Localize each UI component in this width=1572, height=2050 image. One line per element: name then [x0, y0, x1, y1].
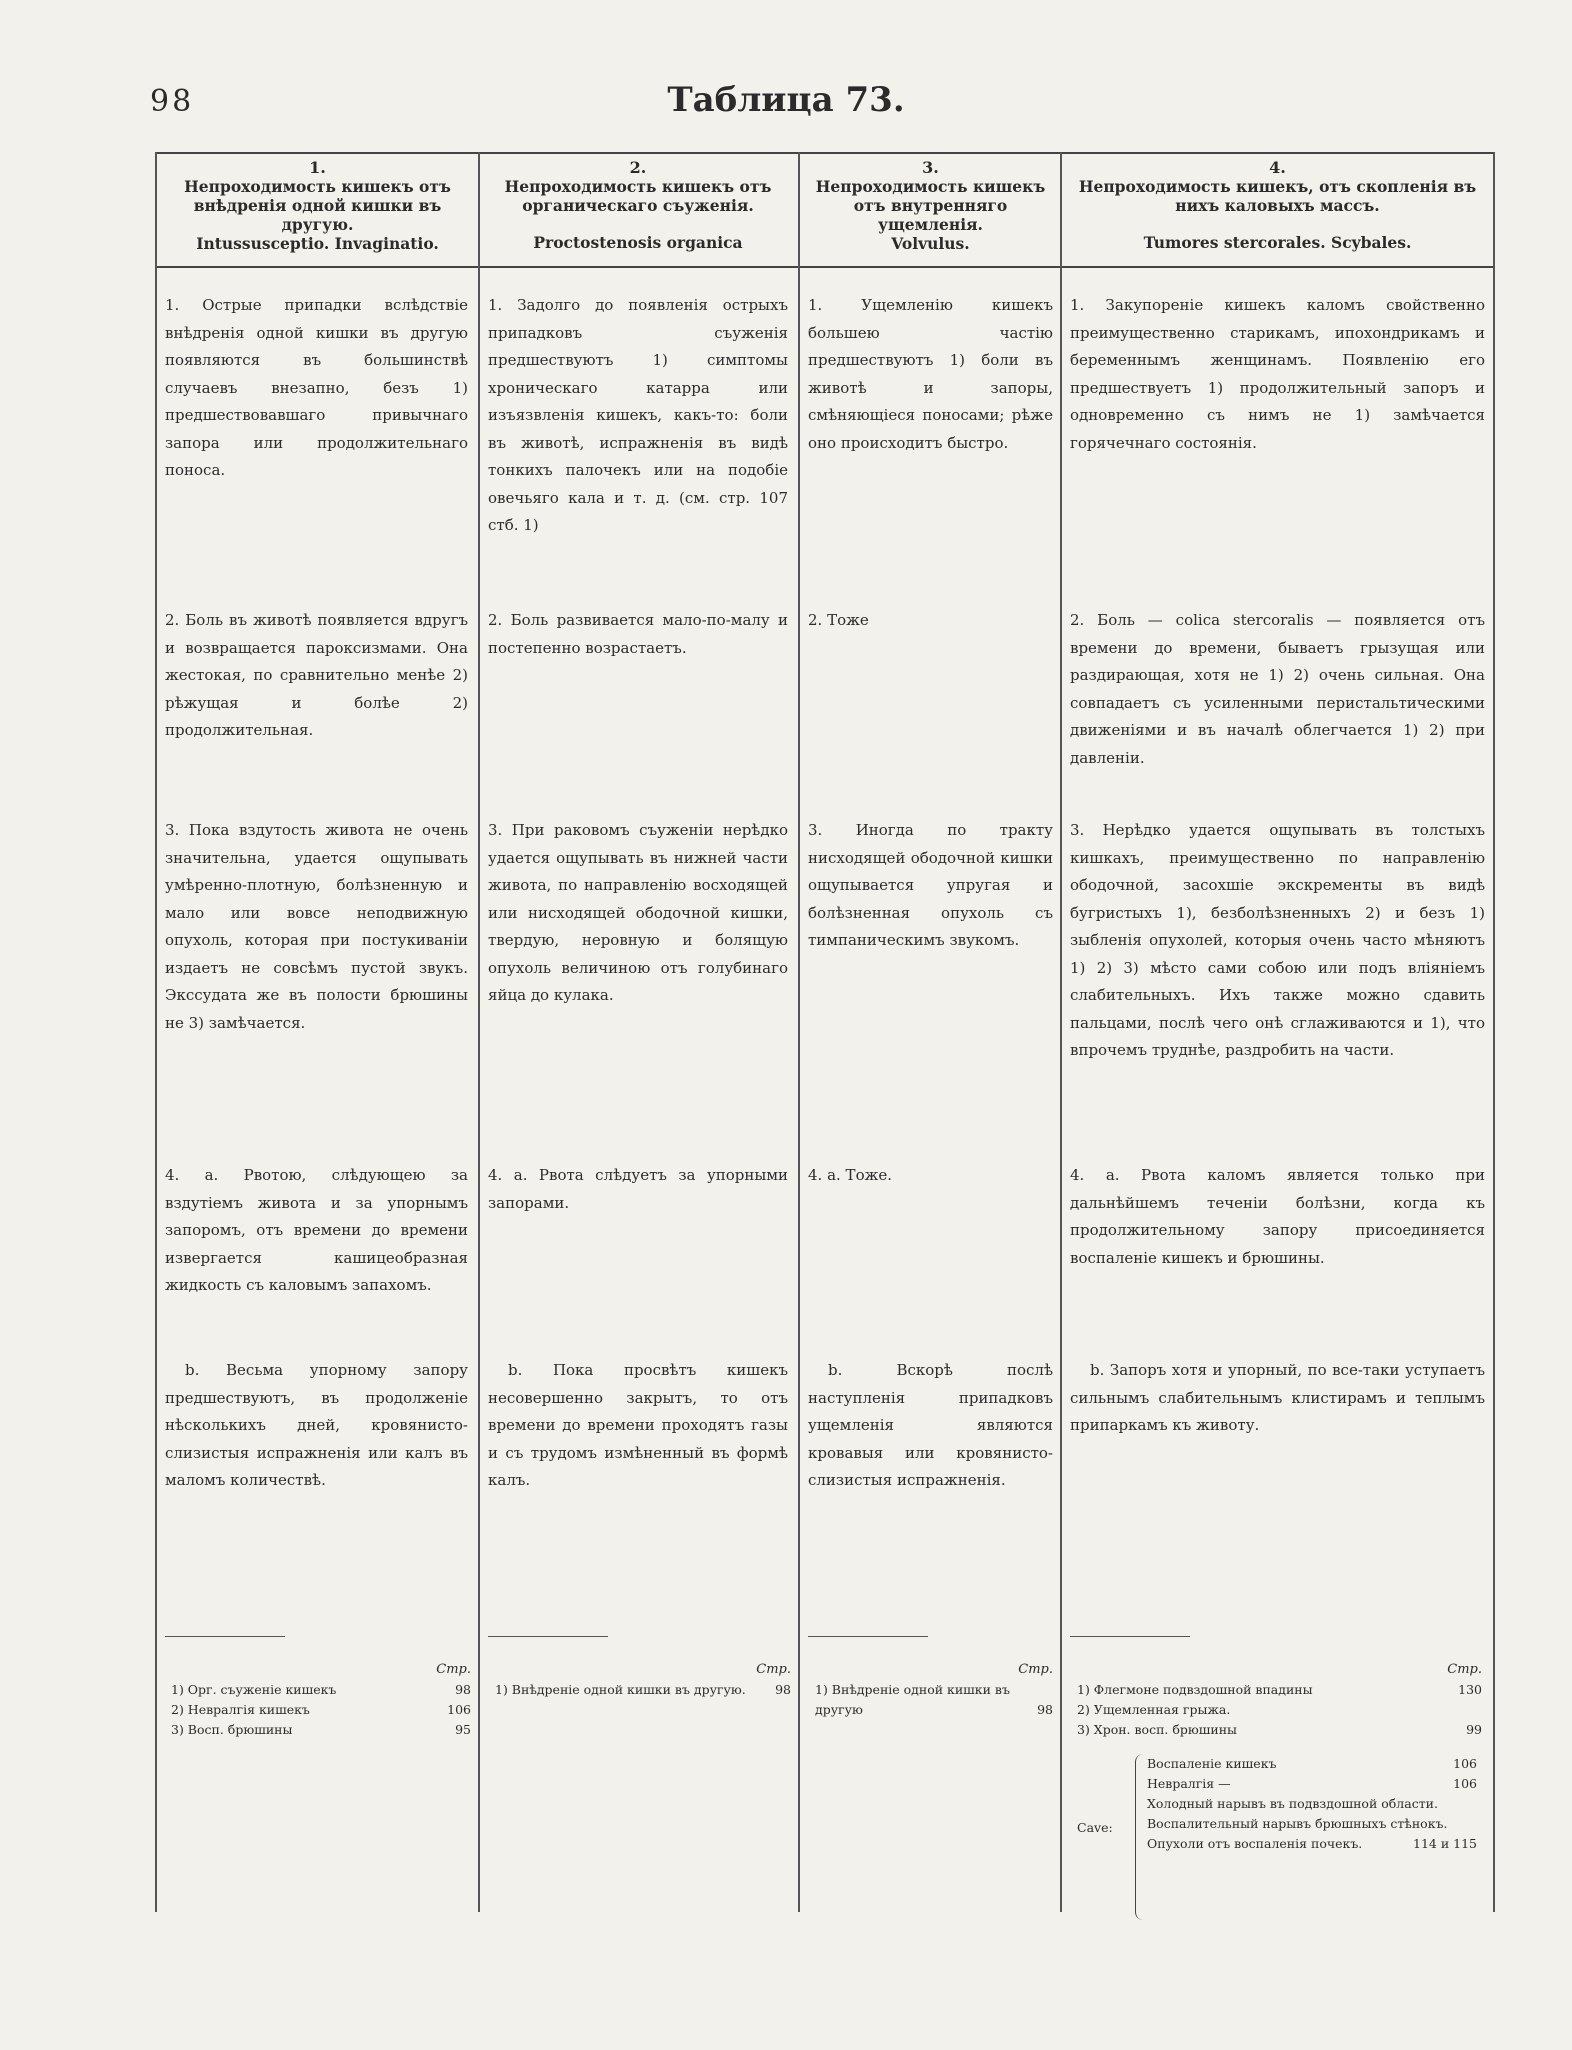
symptom-cell: b. Вскорѣ послѣ наступленія припадковъ ущемленія являются кровавыя или кровянисто-слизистыя испражненія. [808, 1361, 1053, 1489]
footnote-text: 1) Флегмоне подвздошной впадины [1077, 1682, 1313, 1697]
table-top-rule [155, 152, 1495, 154]
footnote-text: 3) Восп. брюшины [171, 1722, 293, 1737]
symptom-cell: b. Весьма упорному запору предшествуютъ, въ продолженіе нѣсколькихъ дней, кровянисто-слизистыя испражненія или калъ въ маломъ количествѣ. [165, 1361, 468, 1489]
cave-label: Cave: [1077, 1820, 1113, 1835]
footnote-rule [165, 1636, 285, 1637]
cave-item-page: 106 [1453, 1776, 1477, 1791]
column-divider [1060, 152, 1062, 1912]
footnote-rule [808, 1636, 928, 1637]
footnotes-column-4 [1077, 1660, 1482, 1740]
footnote-text: 2) Невралгія кишекъ [171, 1702, 310, 1717]
column-latin-name: Tumores stercorales. Scybales. [1143, 233, 1412, 252]
footnotes-column-2 [495, 1660, 791, 1700]
cave-item-page: 114 и 115 [1413, 1836, 1477, 1851]
cave-item-text: Воспаленіе кишекъ [1147, 1756, 1277, 1771]
cave-item [1147, 1774, 1477, 1794]
footnote-text: 1) Внѣдреніе одной кишки въ другую [815, 1682, 1010, 1717]
footnote-page: 95 [455, 1722, 471, 1737]
column-title: Непроходимость кишекъ отъ внутренняго ущемленія. [815, 177, 1046, 234]
footnote-item [171, 1720, 471, 1740]
footnote-item [495, 1680, 791, 1700]
symptom-cell: 4. а. Рвота каломъ является только при дальнѣйшемъ теченіи болѣзни, когда къ продолжительному запору присоединяется воспаленіе кишекъ и брюшины. [1070, 1166, 1485, 1267]
brace-glyph [1135, 1754, 1146, 1920]
symptom-cell: 2. Боль въ животѣ появляется вдругъ и возвращается пароксизмами. Она жестокая, по сравнительно менѣе 2) рѣжущая и болѣе 2) продолжительная. [165, 611, 468, 739]
footnote-item [1077, 1700, 1482, 1720]
symptom-cell: 1. Ущемленію кишекъ большею частію предшествуютъ 1) боли въ животѣ и запоры, смѣняющіеся поносами; рѣже оно происходитъ быстро. [808, 296, 1053, 452]
cave-item-text: Холодный нарывъ въ подвздошной области. [1147, 1796, 1438, 1811]
cave-item-text: Воспалительный нарывъ брюшныхъ стѣнокъ. [1147, 1816, 1448, 1831]
footnote-rule [1070, 1636, 1190, 1637]
page-reference-label: Стр. [436, 1662, 471, 1677]
column-title: Непроходимость кишекъ отъ органическаго съуженія. [504, 177, 772, 215]
column-latin-name: Volvulus. [891, 234, 970, 253]
footnote-page: 98 [455, 1682, 471, 1697]
column-divider [478, 152, 480, 1912]
column-number: 1. [309, 158, 326, 177]
table-header-rule [155, 266, 1495, 268]
symptom-cell: b. Пока просвѣтъ кишекъ несовершенно закрытъ, то отъ времени до времени проходятъ газы и съ трудомъ измѣненный въ формѣ калъ. [488, 1361, 788, 1489]
footnote-text: 1) Орг. съуженіе кишекъ [171, 1682, 337, 1697]
footnote-page: 99 [1466, 1722, 1482, 1737]
column-header-4 [1070, 158, 1485, 252]
column-number: 2. [629, 158, 647, 177]
cave-item [1147, 1794, 1477, 1814]
symptom-cell: 4. а. Рвота слѣдуетъ за упорными запорами. [488, 1166, 788, 1212]
column-divider [155, 152, 157, 1912]
cave-item-text: Невралгія — [1147, 1776, 1231, 1791]
symptom-cell: 1. Закупореніе кишекъ каломъ свойственно преимущественно старикамъ, ипохондрикамъ и беременнымъ женщинамъ. Появленію его предшествуетъ 1) продолжительный запоръ и одновременно съ нимъ не 1) замѣчается горячечнаго состоянія. [1070, 296, 1485, 452]
page-title: Таблица 73. [667, 80, 905, 120]
symptom-cell: 3. Пока вздутость живота не очень значительна, удается ощупывать умѣренно-плотную, болѣзненную и мало или вовсе неподвижную опухоль, которая при постукиваніи издаетъ не совсѣмъ пустой звукъ. Экссудата же въ полости брюшины не 3) замѣчается. [165, 821, 468, 1032]
column-number: 4. [1269, 158, 1286, 177]
column-divider [798, 152, 800, 1912]
page-reference-label: Стр. [1018, 1662, 1053, 1677]
column-body-1 [165, 292, 468, 1772]
column-body-4 [1070, 292, 1485, 1772]
symptom-cell: 4. а. Рвотою, слѣдующею за вздутіемъ живота и за упорнымъ запоромъ, отъ времени до времени извергается кашицеобразная жидкость съ каловымъ запахомъ. [165, 1166, 468, 1294]
comparison-table [155, 152, 1495, 2012]
footnote-item [1077, 1680, 1482, 1700]
symptom-cell: 2. Тоже [808, 611, 869, 629]
footnotes-column-1 [171, 1660, 471, 1740]
footnote-rule [488, 1636, 608, 1637]
column-header-1 [165, 158, 470, 253]
footnote-page: 98 [1037, 1702, 1053, 1717]
column-header-3 [808, 158, 1053, 253]
page-number: 98 [150, 84, 195, 119]
footnote-item [171, 1680, 471, 1700]
symptom-cell: b. Запоръ хотя и упорный, по все-таки уступаетъ сильнымъ слабительнымъ клистирамъ и теплымъ припаркамъ къ животу. [1070, 1361, 1485, 1434]
column-title: Непроходимость кишекъ отъ внѣдренія одной кишки въ другую. [184, 177, 451, 234]
symptom-cell: 3. При раковомъ съуженіи нерѣдко удается ощупывать въ нижней части живота, по направленію восходящей или нисходящей ободочной кишки, твердую, неровную и болящую опухоль величиною отъ голубинаго яйца до кулака. [488, 821, 788, 1004]
page-reference-label: Стр. [1447, 1662, 1482, 1677]
footnote-page: 106 [447, 1702, 471, 1717]
cave-item [1147, 1814, 1477, 1834]
cave-item [1147, 1834, 1477, 1854]
column-latin-name: Proctostenosis organica [533, 233, 743, 252]
symptom-cell: 2. Боль — colica stercoralis — появляется отъ времени до времени, бываетъ грызущая или раздирающая, хотя не 1) 2) очень сильная. Она совпадаетъ съ усиленными перистальтическими движеніями и въ началѣ облегчается 1) 2) при давленіи. [1070, 611, 1485, 767]
footnote-text: 3) Хрон. восп. брюшины [1077, 1722, 1237, 1737]
column-latin-name: Intussusceptio. Invaginatio. [196, 234, 439, 253]
column-title: Непроходимость кишекъ, отъ скопленія въ нихъ каловыхъ массъ. [1078, 177, 1477, 215]
cave-item-page: 106 [1453, 1756, 1477, 1771]
column-body-2 [488, 292, 788, 1772]
cave-item [1147, 1754, 1477, 1774]
symptom-cell: 2. Боль развивается мало-по-малу и постепенно возрастаетъ. [488, 611, 788, 657]
column-header-2 [488, 158, 788, 252]
page-reference-label: Стр. [756, 1662, 791, 1677]
symptom-cell: 4. а. Тоже. [808, 1166, 893, 1184]
symptom-cell: 1. Острые припадки вслѣдствіе внѣдренія одной кишки въ другую появляются въ большинствѣ случаевъ внезапно, безъ 1) предшествовавшаго привычнаго запора или продолжительнаго поноса. [165, 296, 468, 479]
symptom-cell: 1. Задолго до появленія острыхъ припадковъ съуженія предшествуютъ 1) симптомы хроническаго катарра или изъязвленія кишекъ, какъ-то: боли въ животѣ, испражненія въ видѣ тонкихъ палочекъ или на подобіе овечьяго кала и т. д. (см. стр. 107 стб. 1) [488, 296, 788, 534]
footnote-text: 1) Внѣдреніе одной кишки въ другую. [495, 1682, 746, 1697]
column-body-3 [808, 292, 1053, 1772]
column-number: 3. [922, 158, 939, 177]
footnote-page: 130 [1458, 1682, 1482, 1697]
cave-item-text: Опухоли отъ воспаленія почекъ. [1147, 1836, 1363, 1851]
symptom-cell: 3. Иногда по тракту нисходящей ободочной кишки ощупывается упругая и болѣзненная опухоль съ тимпаническимъ звукомъ. [808, 821, 1053, 949]
footnote-text: 2) Ущемленная грыжа. [1077, 1702, 1231, 1717]
column-divider [1493, 152, 1495, 1912]
footnotes-column-3 [815, 1660, 1053, 1720]
footnote-item [815, 1680, 1053, 1720]
symptom-cell: 3. Нерѣдко удается ощупывать въ толстыхъ кишкахъ, преимущественно по направленію ободочной, засохшіе экскременты въ видѣ бугристыхъ 1), безболѣзненныхъ 2) и безъ 1) зыбленія опухолей, которыя очень часто мѣняютъ 1) 2) 3) мѣсто сами собою или подъ вліяніемъ слабительныхъ. Ихъ также можно сдавить пальцами, послѣ чего онѣ сглаживаются и 1), что впрочемъ труднѣе, раздробить на части. [1070, 821, 1485, 1059]
cave-differential-list [1077, 1754, 1482, 1924]
footnote-item [171, 1700, 471, 1720]
footnote-page: 98 [775, 1682, 791, 1697]
footnote-item [1077, 1720, 1482, 1740]
